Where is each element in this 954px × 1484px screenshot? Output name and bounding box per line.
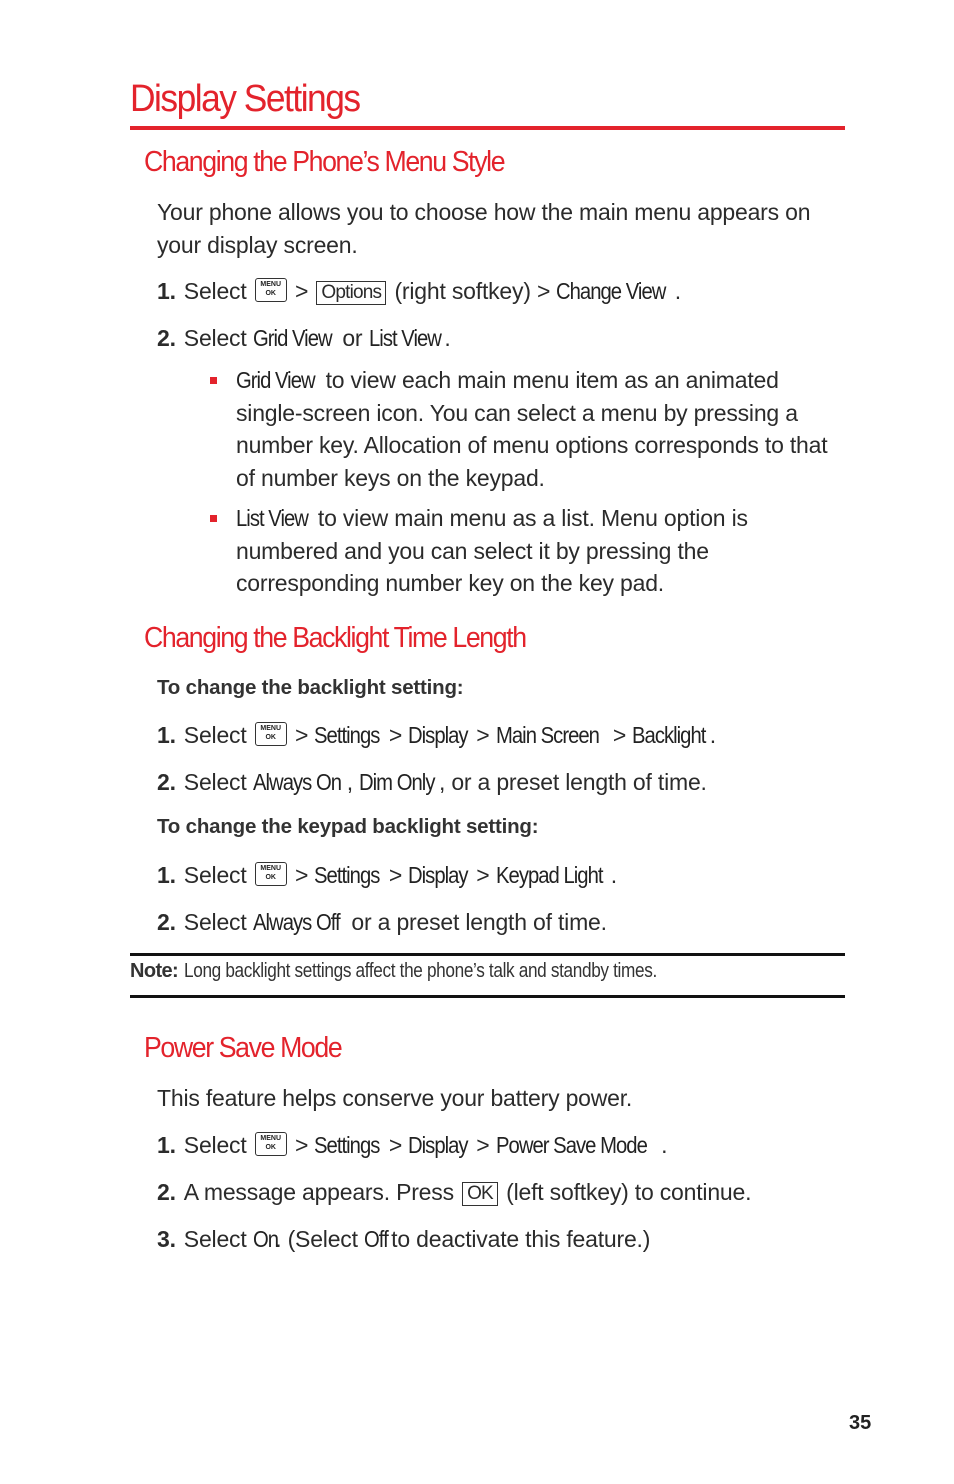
arrow-separator: > <box>388 722 403 748</box>
note-block <box>130 960 734 983</box>
power-save-intro: This feature helps conserve your battery power. <box>157 1085 633 1111</box>
keypad-backlight-step-2 <box>157 906 607 938</box>
subheading-backlight-setting: To change the backlight setting: <box>157 676 464 699</box>
select-word: Select <box>183 862 247 888</box>
options-softkey: Options <box>316 281 386 305</box>
select-word: Select <box>183 909 247 935</box>
step-number: 1. <box>157 278 176 304</box>
step-text: A message appears. Press <box>183 1179 454 1205</box>
select-word: Select <box>183 278 247 304</box>
arrow-separator: > <box>294 862 309 888</box>
arrow-separator: > <box>294 722 309 748</box>
period: . <box>444 325 451 351</box>
select-word: Select <box>183 769 247 795</box>
always-off-option: Always Off <box>252 909 340 935</box>
ok-softkey: OK <box>462 1182 498 1206</box>
bullet-grid-view <box>236 364 851 494</box>
settings-command: Settings <box>314 862 380 888</box>
note-text: Long backlight settings affect the phone’s talk and standby times. <box>183 960 657 982</box>
menu-ok-key-icon <box>255 722 287 746</box>
display-command: Display <box>408 1132 468 1158</box>
display-command: Display <box>408 862 468 888</box>
arrow-separator: > <box>476 722 490 748</box>
keypad-light-command: Keypad Light <box>495 862 603 888</box>
menu-ok-key-icon <box>255 1132 287 1156</box>
step-number: 2. <box>157 325 176 351</box>
keypad-backlight-step-1 <box>157 859 617 891</box>
arrow-separator: > <box>388 862 403 888</box>
period: . <box>661 1132 668 1158</box>
step-middle: . (Select <box>275 1226 358 1252</box>
key-label-ok: OK <box>265 874 276 881</box>
on-option: On <box>252 1226 278 1252</box>
section-heading-power-save: Power Save Mode <box>144 1032 342 1064</box>
key-label-ok: OK <box>265 1144 276 1151</box>
list-view-option: List View <box>368 325 441 351</box>
backlight-step-1 <box>157 719 716 751</box>
list-view-term: List View <box>236 505 308 531</box>
power-save-step-2 <box>157 1176 751 1208</box>
comma: , <box>346 769 353 795</box>
menu-style-step-2 <box>157 322 451 354</box>
settings-command: Settings <box>314 1132 380 1158</box>
step-remainder: to deactivate this feature.) <box>384 1226 651 1252</box>
step-number: 1. <box>157 1132 176 1158</box>
step-number: 2. <box>157 769 176 795</box>
key-label-ok: OK <box>265 290 276 297</box>
step-number: 1. <box>157 862 176 888</box>
arrow-separator: > <box>388 1132 403 1158</box>
bullet-list-view <box>236 502 851 600</box>
power-save-step-3 <box>157 1223 650 1255</box>
note-bottom-rule <box>130 995 845 998</box>
arrow-separator: > <box>476 862 490 888</box>
always-on-option: Always On <box>252 769 341 795</box>
grid-view-option: Grid View <box>252 325 332 351</box>
key-label-menu: MENU <box>260 725 282 732</box>
or-word: or <box>342 325 363 351</box>
menu-ok-key-icon <box>255 862 287 886</box>
title-divider <box>130 126 845 130</box>
softkey-note: (right softkey) > <box>394 278 551 304</box>
main-screen-command: Main Screen <box>495 722 599 748</box>
note-label: Note: <box>130 960 179 982</box>
bullet-marker <box>210 377 217 384</box>
select-word: Select <box>183 325 247 351</box>
change-view-command: Change View <box>556 278 666 304</box>
bullet-marker <box>210 515 217 522</box>
key-label-menu: MENU <box>260 1135 282 1142</box>
arrow-separator: > <box>294 278 309 304</box>
page-title: Display Settings <box>130 78 360 120</box>
step-remainder: or a preset length of time. <box>345 909 607 935</box>
power-save-step-1 <box>157 1129 667 1161</box>
display-command: Display <box>408 722 468 748</box>
step-number: 2. <box>157 909 176 935</box>
section-heading-backlight: Changing the Backlight Time Length <box>144 622 526 654</box>
settings-command: Settings <box>314 722 380 748</box>
intro-paragraph: Your phone allows you to choose how the main menu appears on your display screen. <box>157 199 811 258</box>
menu-ok-key-icon <box>255 278 287 302</box>
step-number: 3. <box>157 1226 176 1252</box>
arrow-separator: > <box>612 722 627 748</box>
list-view-description: to view main menu as a list. Menu option is numbered and you can select it by pressing the corresponding number key on the key pad. <box>236 505 748 596</box>
arrow-separator: > <box>294 1132 309 1158</box>
note-top-rule <box>130 953 845 956</box>
step-number: 1. <box>157 722 176 748</box>
subheading-keypad-backlight: To change the keypad backlight setting: <box>157 815 539 838</box>
period: . <box>674 278 681 304</box>
backlight-command: Backlight <box>632 722 706 748</box>
key-label-menu: MENU <box>260 281 282 288</box>
menu-style-step-1 <box>157 275 681 307</box>
period: . <box>709 722 716 748</box>
period: . <box>610 862 617 888</box>
key-label-menu: MENU <box>260 865 282 872</box>
key-label-ok: OK <box>265 734 276 741</box>
select-word: Select <box>183 1132 247 1158</box>
step-remainder: , or a preset length of time. <box>438 769 707 795</box>
dim-only-option: Dim Only <box>359 769 435 795</box>
step-number: 2. <box>157 1179 176 1205</box>
grid-view-description: to view each main menu item as an animated single-screen icon. You can select a menu by pressing a number key. Allocation of menu options corresponds to that of number keys on the keypad. <box>236 367 828 491</box>
select-word: Select <box>183 722 247 748</box>
grid-view-term: Grid View <box>236 367 315 393</box>
power-save-mode-command: Power Save Mode <box>495 1132 647 1158</box>
select-word: Select <box>183 1226 247 1252</box>
backlight-step-2 <box>157 766 707 798</box>
off-option: Off <box>364 1226 388 1252</box>
arrow-separator: > <box>476 1132 490 1158</box>
section-heading-menu-style: Changing the Phone’s Menu Style <box>144 146 505 178</box>
page-number: 35 <box>849 1412 872 1434</box>
step-text-continued: (left softkey) to continue. <box>506 1179 752 1205</box>
